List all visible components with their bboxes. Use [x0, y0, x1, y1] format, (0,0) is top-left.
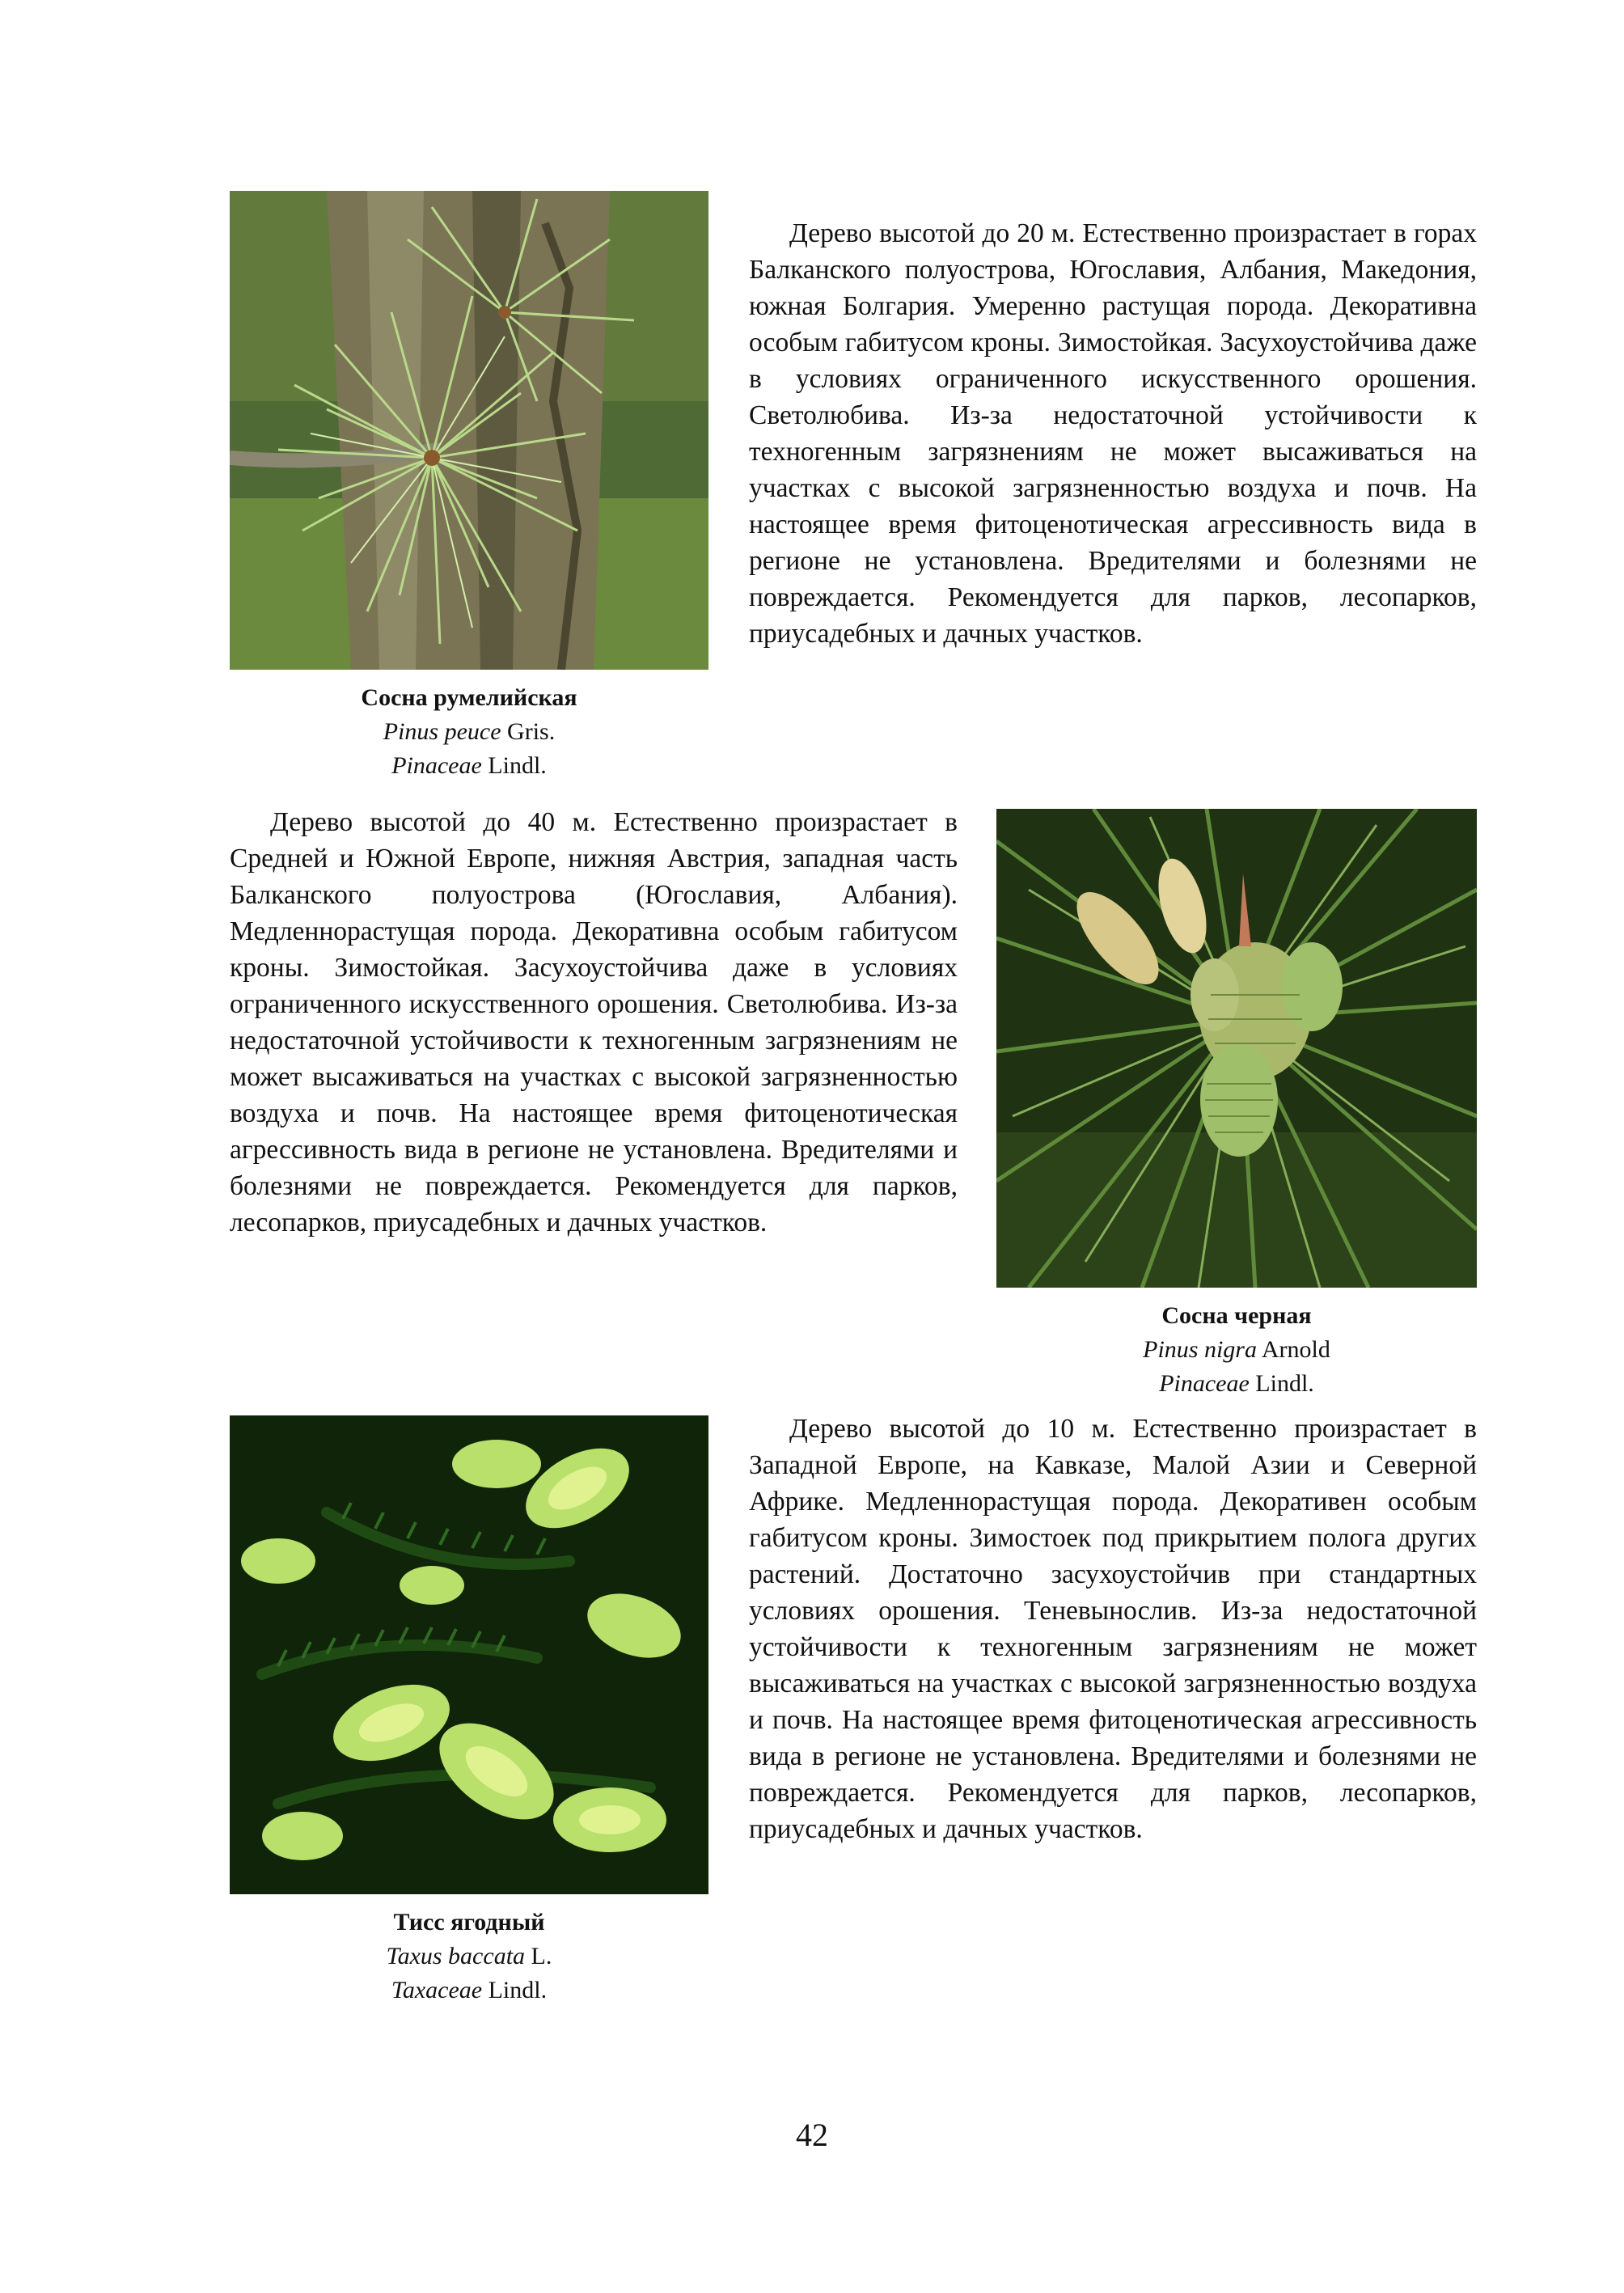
taxus-baccata-caption [230, 1906, 708, 2007]
taxus-baccata-description: Дерево высотой до 10 м. Естественно произрастает в Западной Европе, на Кавказе, Малой Азии и Северной Африке. Медленнорастущая порода. Декоративен особым габитусом кроны. Зимостоек под прикрытием полога других растений. Достаточно засухоустойчив при стандартных условиях орошения. Теневынослив. Из-за недостаточной устойчивости к техногенным загрязнениям не может высаживаться на участках с высокой загрязненностью воздуха и почв. На настоящее время фитоценотическая агрессивность вида в регионе не установлена. Вредителями и болезнями не повреждается. Рекомендуется для парков, лесопарков, приусадебных и дачных участков. [749, 1414, 1477, 1844]
page-number: 42 [796, 2117, 828, 2153]
family: Pinaceae [1159, 1370, 1250, 1397]
common-name: Сосна черная [1161, 1302, 1312, 1329]
latin-name [230, 1940, 708, 1974]
family-name [230, 1974, 708, 2007]
family-author: Lindl. [1255, 1370, 1314, 1397]
common-name: Тисс ягодный [393, 1909, 545, 1936]
family-author: Lindl. [488, 1977, 548, 2003]
latin-genus-species: Pinus nigra [1143, 1336, 1257, 1363]
taxus-baccata-photo [230, 1415, 708, 1894]
latin-author: Gris. [507, 718, 556, 745]
common-name: Сосна румелийская [361, 684, 577, 711]
latin-name [230, 715, 708, 749]
family-author: Lindl. [488, 752, 547, 779]
family-name [230, 749, 708, 783]
family: Pinaceae [391, 752, 482, 779]
family-name [996, 1367, 1477, 1401]
latin-genus-species: Pinus peuce [383, 718, 501, 745]
family: Taxaceae [391, 1977, 483, 2003]
pinus-peuce-photo [230, 191, 708, 670]
pinus-peuce-caption [230, 681, 708, 783]
latin-author: L. [531, 1943, 552, 1969]
pinus-peuce-description: Дерево высотой до 20 м. Естественно произрастает в горах Балканского полуострова, Югославия, Албания, Македония, южная Болгария. Умеренно растущая порода. Декоративна особым габитусом кроны. Зимостойкая. Засухоустойчива даже в условиях ограниченного искусственного орошения. Светолюбива. Из-за недостаточной устойчивости к техногенным загрязнениям не может высаживаться на участках с высокой загрязненностью воздуха и почв. На настоящее время фитоценотическая агрессивность вида в регионе не установлена. Вредителями и болезнями не повреждается. Рекомендуется для парков, лесопарков, приусадебных и дачных участков. [749, 218, 1477, 649]
latin-author: Arnold [1261, 1336, 1330, 1363]
pinus-nigra-description: Дерево высотой до 40 м. Естественно произрастает в Средней и Южной Европе, нижняя Австрия, западная часть Балканского полуострова (Югославия, Албания). Медленнорастущая порода. Декоративна особым габитусом кроны. Зимостойкая. Засухоустойчива даже в условиях ограниченного искусственного орошения. Светолюбива. Из-за недостаточной устойчивости к техногенным загрязнениям не может высаживаться на участках с высокой загрязненностью воздуха и почв. На настоящее время фитоценотическая агрессивность вида в регионе не установлена. Вредителями и болезнями не повреждается. Рекомендуется для парков, лесопарков, приусадебных и дачных участков. [230, 807, 958, 1237]
latin-genus-species: Taxus baccata [386, 1943, 526, 1969]
latin-name [996, 1333, 1477, 1367]
pinus-nigra-caption [996, 1299, 1477, 1401]
pinus-nigra-photo [996, 809, 1477, 1288]
